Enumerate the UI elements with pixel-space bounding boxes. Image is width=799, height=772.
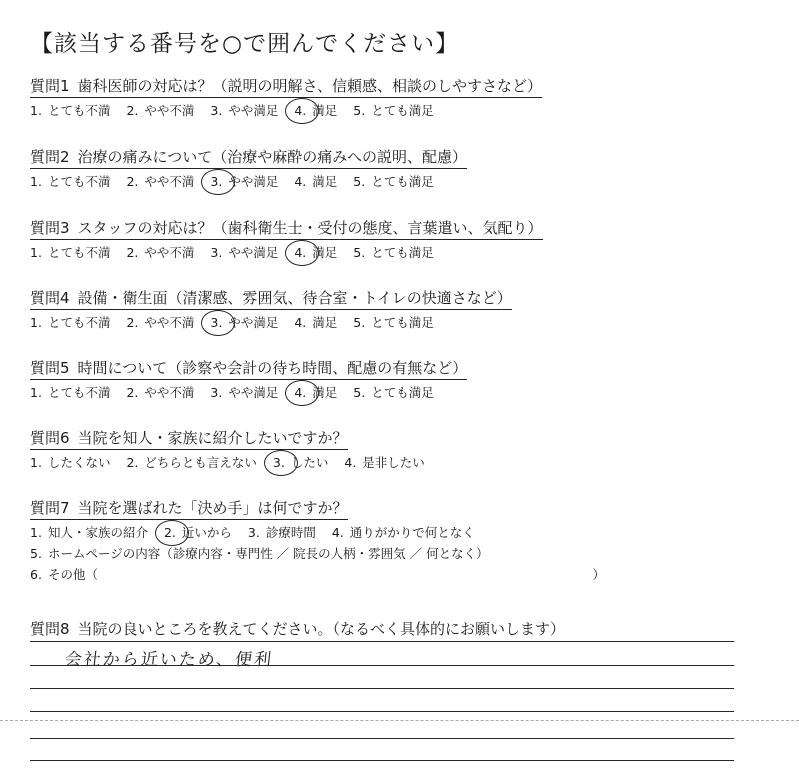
question-3-number: 質問3 — [30, 219, 70, 237]
q3-option-3[interactable]: 3. やや満足 — [210, 245, 279, 260]
q1-option-2[interactable]: 2. やや不満 — [126, 103, 195, 118]
q3-option-5[interactable]: 5. とても満足 — [353, 245, 434, 260]
form-header: 【該当する番号を○で囲んでください】 — [30, 31, 460, 57]
q2-option-4[interactable]: 4. 満足 — [294, 174, 338, 189]
question-1 — [30, 76, 542, 119]
question-7-text: 当院を選ばれた「決め手」は何ですか？ — [77, 499, 348, 517]
question-1-text: 歯科医師の対応は？（説明の明解さ、信頼感、相談のしやすさなど） — [77, 77, 542, 95]
question-2-options — [30, 174, 467, 190]
q6-option-3-circled[interactable]: 3. したい — [272, 455, 329, 470]
q4-option-4[interactable]: 4. 満足 — [294, 315, 338, 330]
q7-option-6[interactable]: 6. その他（ — [30, 567, 98, 582]
question-5 — [30, 358, 467, 401]
q2-option-1[interactable]: 1. とても不満 — [30, 174, 111, 189]
answer-line-5 — [30, 738, 734, 739]
q5-option-2[interactable]: 2. やや不満 — [126, 385, 195, 400]
question-5-options — [30, 385, 467, 401]
question-1-options — [30, 103, 542, 119]
q7-option-5[interactable]: 5. ホームページの内容（診療内容・専門性 ／ 院長の人柄・雰囲気 ／ 何となく） — [30, 546, 489, 561]
question-4-title — [30, 289, 512, 310]
q7-option-4[interactable]: 4. 通りがかりで何となく — [331, 525, 475, 540]
question-4-options — [30, 315, 512, 331]
answer-line-6 — [30, 760, 734, 761]
answer-line-3 — [30, 688, 734, 689]
question-6-options — [30, 455, 437, 471]
q3-option-4-circled[interactable]: 4. 満足 — [294, 245, 338, 260]
q7-option-1[interactable]: 1. 知人・家族の紹介 — [30, 525, 148, 540]
q1-option-4-circled[interactable]: 4. 満足 — [294, 103, 338, 118]
question-4 — [30, 288, 512, 331]
question-1-number: 質問1 — [30, 77, 70, 95]
q2-option-3-circled[interactable]: 3. やや満足 — [210, 174, 279, 189]
question-5-text: 時間について（診察や会計の待ち時間、配慮の有無など） — [77, 359, 468, 377]
question-7-options-line-2 — [30, 546, 605, 562]
q6-option-2[interactable]: 2. どちらとも言えない — [126, 455, 257, 470]
q5-option-5[interactable]: 5. とても満足 — [353, 385, 434, 400]
question-4-number: 質問4 — [30, 289, 70, 307]
q5-option-1[interactable]: 1. とても不満 — [30, 385, 111, 400]
question-5-title — [30, 359, 467, 380]
question-3-text: スタッフの対応は？（歯科衛生士・受付の態度、言葉遣い、気配り） — [77, 219, 543, 237]
answer-line-4 — [30, 711, 734, 712]
q1-option-1[interactable]: 1. とても不満 — [30, 103, 111, 118]
question-4-text: 設備・衛生面（清潔感、雰囲気、待合室・トイレの快適さなど） — [77, 289, 512, 307]
q5-option-3[interactable]: 3. やや満足 — [210, 385, 279, 400]
question-3-title — [30, 219, 543, 240]
q5-option-4-circled[interactable]: 4. 満足 — [294, 385, 338, 400]
question-6-text: 当院を知人・家族に紹介したいですか？ — [77, 429, 348, 447]
question-5-number: 質問5 — [30, 359, 70, 377]
question-2-title — [30, 148, 467, 169]
q4-option-1[interactable]: 1. とても不満 — [30, 315, 111, 330]
page-edge-divider — [0, 720, 799, 721]
q2-option-2[interactable]: 2. やや不満 — [126, 174, 195, 189]
q4-option-5[interactable]: 5. とても満足 — [353, 315, 434, 330]
question-2-text: 治療の痛みについて（治療や麻酔の痛みへの説明、配慮） — [77, 148, 467, 166]
question-7 — [30, 498, 605, 583]
question-7-options-line-3 — [30, 567, 605, 583]
question-8-number: 質問8 — [30, 620, 70, 638]
question-6-title — [30, 429, 348, 450]
q3-option-2[interactable]: 2. やや不満 — [126, 245, 195, 260]
q2-option-5[interactable]: 5. とても満足 — [353, 174, 434, 189]
question-8-title — [30, 620, 565, 638]
q7-option-3[interactable]: 3. 診療時間 — [247, 525, 316, 540]
q1-option-5[interactable]: 5. とても満足 — [353, 103, 434, 118]
q7-option-6-close-paren: ） — [592, 567, 605, 582]
question-1-title — [30, 77, 542, 98]
question-8-text: 当院の良いところを教えてください。（なるべく具体的にお願いします） — [77, 620, 566, 638]
q1-option-3[interactable]: 3. やや満足 — [210, 103, 279, 118]
question-7-number: 質問7 — [30, 499, 70, 517]
question-2 — [30, 147, 467, 190]
question-7-options-line-1 — [30, 525, 605, 541]
q7-option-2-circled[interactable]: 2. 近いから — [163, 525, 232, 540]
question-6-number: 質問6 — [30, 429, 70, 447]
question-2-number: 質問2 — [30, 148, 70, 166]
question-3-options — [30, 245, 543, 261]
q4-option-2[interactable]: 2. やや不満 — [126, 315, 195, 330]
answer-line-1 — [30, 641, 734, 642]
answer-line-2 — [30, 665, 734, 666]
q4-option-3-circled[interactable]: 3. やや満足 — [210, 315, 279, 330]
q6-option-4[interactable]: 4. 是非したい — [344, 455, 425, 470]
question-3 — [30, 218, 543, 261]
handwritten-answer[interactable]: 会社から近いため、便利 — [63, 650, 275, 670]
question-7-title — [30, 499, 348, 520]
q6-option-1[interactable]: 1. したくない — [30, 455, 111, 470]
q3-option-1[interactable]: 1. とても不満 — [30, 245, 111, 260]
question-8 — [30, 620, 565, 638]
question-6 — [30, 428, 437, 471]
